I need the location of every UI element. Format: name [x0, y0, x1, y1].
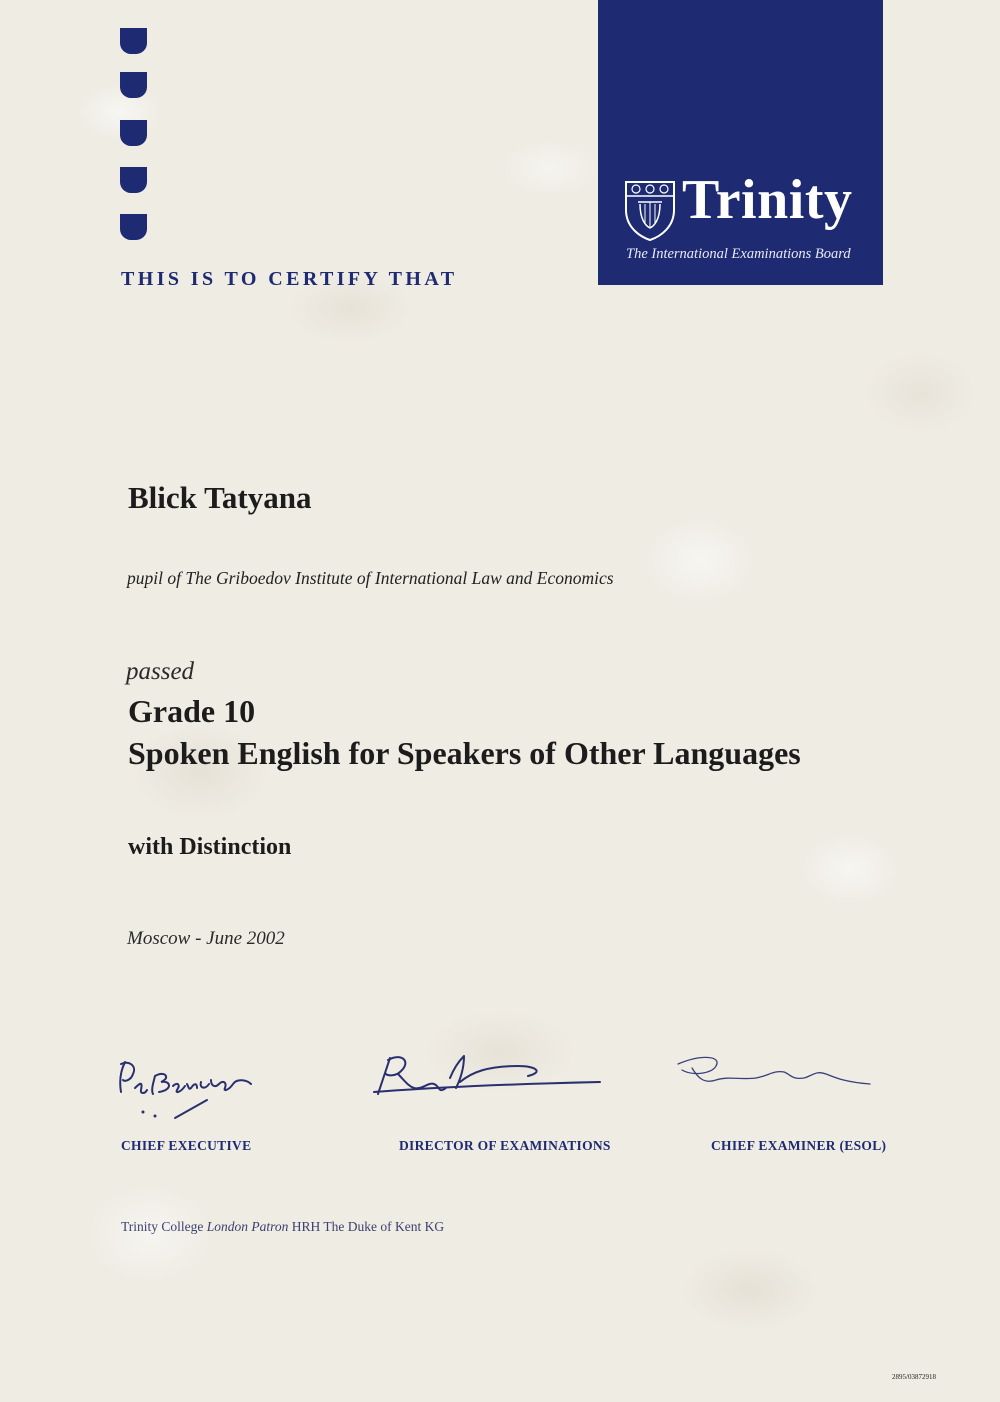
affiliation-text: pupil of The Griboedov Institute of International Law and Economics	[127, 568, 614, 588]
signature-chief-executive	[115, 1050, 265, 1125]
footer-college: Trinity College	[121, 1219, 204, 1234]
decorative-tab	[120, 28, 147, 54]
grade-title: Grade 10	[128, 693, 256, 729]
trinity-logo-block	[598, 0, 883, 285]
place-date: Moscow - June 2002	[127, 928, 285, 949]
certify-heading: THIS IS TO CERTIFY THAT	[121, 268, 458, 290]
decorative-tab	[120, 214, 147, 240]
serial-number: 2895/03872918	[892, 1373, 936, 1381]
signatory-role-chief-examiner: CHIEF EXAMINER (ESOL)	[711, 1138, 887, 1153]
brand-name: Trinity	[682, 169, 853, 231]
signature-chief-examiner	[672, 1050, 877, 1096]
decorative-tab	[120, 120, 147, 146]
result-text: with Distinction	[128, 834, 292, 860]
decorative-tab	[120, 72, 147, 98]
signatory-role-director-examinations: DIRECTOR OF EXAMINATIONS	[399, 1138, 611, 1153]
footer-city: London	[206, 1219, 249, 1234]
passed-label: passed	[126, 658, 195, 685]
candidate-name: Blick Tatyana	[128, 480, 312, 515]
decorative-tab	[120, 167, 147, 193]
footer-patron-label: Patron	[251, 1219, 289, 1234]
crest-icon	[624, 180, 676, 242]
footer-patron: HRH The Duke of Kent KG	[291, 1219, 445, 1234]
signatory-role-chief-executive: CHIEF EXECUTIVE	[121, 1138, 252, 1153]
subject-title: Spoken English for Speakers of Other Languages	[128, 735, 801, 771]
signature-director-examinations	[368, 1048, 608, 1106]
footer-patron-line	[121, 1219, 444, 1235]
brand-tagline: The International Examinations Board	[626, 246, 851, 262]
